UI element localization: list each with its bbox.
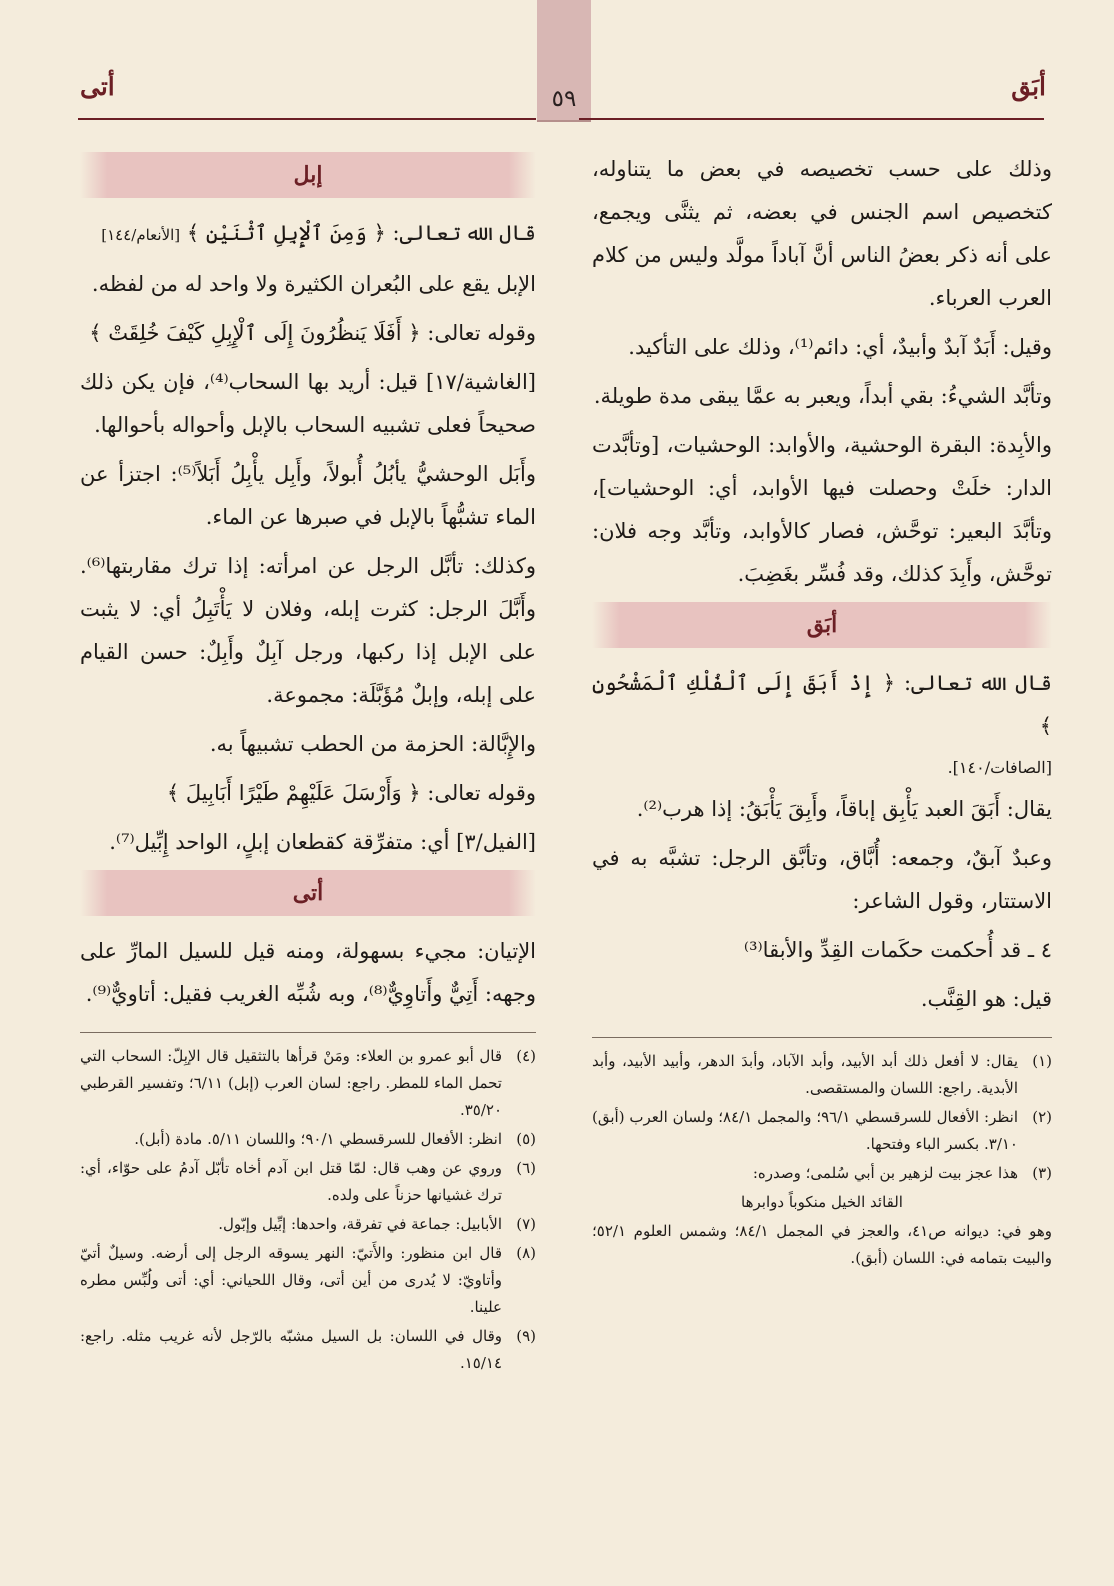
paragraph: وأَبَل الوحشيُّ يأبُلُ أُبولاً، وأَبِل يأْبِلُ أَبَلاً⁽⁵⁾: اجتزأ عن الماء تشبُّهاً بالإبل في صبرها عن الماء.	[80, 462, 536, 529]
verse-reference: [الأنعام/١٤٤]	[101, 226, 181, 244]
paragraph: والإِبَّالة: الحزمة من الحطب تشبيهاً به.	[209, 732, 536, 756]
poem-line	[592, 929, 1052, 972]
footnote	[592, 1104, 1052, 1158]
quran-verse: ﴿ وَمِنَ ٱلْإِبِلِ ٱثْنَيْنِ ﴾	[186, 221, 386, 245]
verse-intro: وقوله تعالى:	[427, 781, 536, 805]
footnote-text: هذا عجز بيت لزهير بن أبي سُلمى؛ وصدره:	[752, 1164, 1018, 1182]
entry-heading-ata: أتى	[80, 870, 536, 916]
running-head-right: أبَق	[1011, 72, 1046, 101]
footnote-text: وروي عن وهب قال: لمّا قتل ابن آدم أخاه تأبّل آدمُ على حوّاء، أي: ترك غشيانها حزناً على ولده.	[80, 1159, 502, 1204]
verse-line	[80, 772, 536, 815]
paragraph: وكذلك: تأبَّل الرجل عن امرأته: إذا ترك مقاربتها⁽⁶⁾. وأَبَّلَ الرجل: كثرت إبله، وفلان لا يَأْتَبِلُ أي: لا يثبت على الإبل إذا ركبها، ورجل آبِلٌ وأَبِلٌ: حسن القيام على إبله، وإبلٌ مُؤَبَّلَة: مجموعة.	[80, 554, 536, 707]
footnote-number: (٣)	[1032, 1164, 1052, 1182]
footnote-number: (١)	[1032, 1052, 1052, 1070]
poem-text: قد أُحكمت حكَمات القِدِّ والأبقا⁽³⁾	[743, 938, 1022, 962]
verse-line	[80, 212, 536, 257]
verse-intro: وقوله تعالى:	[427, 321, 536, 345]
left-column	[80, 148, 536, 1379]
footnote-number: (٨)	[516, 1244, 536, 1262]
footnote	[80, 1126, 536, 1153]
footnote	[80, 1155, 536, 1209]
footnote-text: يقال: لا أفعل ذلك أبد الأبيد، وأبد الآباد، وأبدَ الدهر، وأبيد الأبيد، وأبد الأبدية. راجع: اللسان والمستقصى.	[592, 1052, 1018, 1097]
footnote	[80, 1240, 536, 1321]
footnote-number: (٢)	[1032, 1108, 1052, 1126]
footnote-number: (٥)	[516, 1130, 536, 1148]
footnote-text: انظر: الأفعال للسرقسطي ٩٦/١؛ والمجمل ٨٤/١؛ ولسان العرب (أبق) ٣/١٠. بكسر الباء وفتحها.	[592, 1108, 1019, 1153]
verse-reference: [الصافات/١٤٠].	[947, 758, 1052, 777]
paragraph: وقيل: أَبَدٌ آبدٌ وأبيدٌ، أي: دائم⁽¹⁾، وذلك على التأكيد.	[628, 335, 1052, 359]
verse-intro: قال الله تعالى:	[392, 221, 536, 245]
header-rule-right	[579, 118, 1044, 120]
paragraph: يقال: أَبَقَ العبد يَأْبِق إباقاً، وأَبِقَ يَأْبَقُ: إذا هرب⁽²⁾.	[636, 797, 1052, 821]
page-number: ٥٩	[551, 86, 577, 112]
paragraph: والأبِدة: البقرة الوحشية، والأوابد: الوحشيات، [وتأبَّدت الدار: خلَتْ وحصلت فيها الأوابد، أي: الوحشيات]، وتأبَّدَ البعير: توحَّش، فصار كالأوابد، وتأبَّد وجه فلان: توحَّش، وأَبِدَ كذلك، وقد فُسِّر بغَضِبَ.	[592, 433, 1052, 586]
paragraph: وعبدٌ آبقٌ، وجمعه: أُبَّاق، وتأبَّق الرجل: تشبَّه به في الاستتار، وقول الشاعر:	[592, 846, 1052, 913]
footnote-separator	[592, 1037, 1052, 1038]
footnote-text: قال أبو عمرو بن العلاء: ومَنْ قرأها بالتثقيل قال الإبِلّ: السحاب التي تحمل الماء للمطر. راجع: لسان العرب (إبل) ٦/١١؛ وتفسير القرطبي ٣٥/٢٠.	[80, 1047, 502, 1119]
verse-intro: قال الله تعالى:	[904, 671, 1052, 695]
paragraph: [الفيل/٣] أي: متفرِّقة كقطعان إبلٍ، الواحد إِبِّيل⁽⁷⁾.	[109, 830, 536, 854]
footnote-continuation: وهو في: ديوانه ص٤١، والعجز في المجمل ٨٤/١؛ وشمس العلوم ٥٢/١؛ والبيت بتمامه في: اللسان (أبق).	[592, 1222, 1053, 1267]
footnote-separator	[80, 1032, 536, 1033]
paragraph: الإتيان: مجيء بسهولة، ومنه قيل للسيل المارِّ على وجهه: أَتِيٌّ وأَتاوِيٌّ⁽⁸⁾، وبه شُبِّه الغريب فقيل: أتاويٌّ⁽⁹⁾.	[80, 939, 536, 1006]
footnote-number: (٧)	[516, 1215, 536, 1233]
footnote-number: (٩)	[516, 1327, 536, 1345]
poem-number: ٤ ـ	[1027, 938, 1052, 962]
footnote-text: الأبابيل: جماعة في تفرقة، واحدها: إبِّيل وإبّول.	[218, 1215, 502, 1233]
right-column	[592, 148, 1052, 1274]
entry-heading-abaq: أبَق	[592, 602, 1052, 648]
verse-line	[592, 662, 1052, 748]
verse-line	[80, 312, 536, 355]
footnote-text: وقال في اللسان: بل السيل مشبّه بالرّجل لأنه غريب مثله. راجع: ١٥/١٤.	[80, 1327, 502, 1372]
header-rule-left	[78, 118, 536, 120]
footnote	[80, 1211, 536, 1238]
footnote-text: انظر: الأفعال للسرقسطي ٩٠/١؛ واللسان ٥/١١. مادة (أبل).	[134, 1130, 502, 1148]
paragraph: قيل: هو القِنَّب.	[920, 987, 1052, 1011]
entry-heading-ibil: إبل	[80, 152, 536, 198]
running-head-left: أتى	[80, 72, 115, 101]
paragraph: وذلك على حسب تخصيصه في بعض ما يتناوله، كتخصيص اسم الجنس في بعضه، ثم يثنَّى ويجمع، على أنه ذكر بعضُ الناس أنَّ آباداً مولَّد وليس من كلام العرب العرباء.	[592, 157, 1052, 310]
quran-verse: ﴿ وَأَرْسَلَ عَلَيْهِمْ طَيْرًا أَبَابِيلَ ﴾	[166, 781, 421, 805]
footnote	[80, 1323, 536, 1377]
footnote	[592, 1048, 1052, 1102]
footnote	[592, 1160, 1052, 1187]
footnote-number: (٤)	[516, 1047, 536, 1065]
footnote	[80, 1043, 536, 1124]
quran-verse: ﴿ إِذْ أَبَقَ إِلَى ٱلْفُلْكِ ٱلْمَشْحُونِ ﴾	[592, 671, 1052, 738]
footnote-verse: القائد الخيل منكوباً دوابرها	[741, 1193, 903, 1211]
paragraph: وتأبَّد الشيءُ: بقي أبداً، ويعبر به عمَّا يبقى مدة طويلة.	[593, 384, 1052, 408]
quran-verse: ﴿ أَفَلَا يَنظُرُونَ إِلَى ٱلْإِبِلِ كَيْفَ خُلِقَتْ ﴾	[89, 321, 421, 345]
footnote-number: (٦)	[516, 1159, 536, 1177]
footnote-text: قال ابن منظور: والأَتيّ: النهر يسوقه الرجل إلى أرضه. وسيلٌ أتيّ وأتاويّ: لا يُدرى من أين أتى، وقال اللحياني: أي: أتى ولُبِّس مطره علينا.	[80, 1244, 502, 1316]
paragraph: [الغاشية/١٧] قيل: أريد بها السحاب⁽⁴⁾، فإن يكن ذلك صحيحاً فعلى تشبيه السحاب بالإبل وأحواله بأحوالها.	[80, 370, 536, 437]
paragraph: الإبل يقع على البُعران الكثيرة ولا واحد له من لفظه.	[91, 272, 536, 296]
